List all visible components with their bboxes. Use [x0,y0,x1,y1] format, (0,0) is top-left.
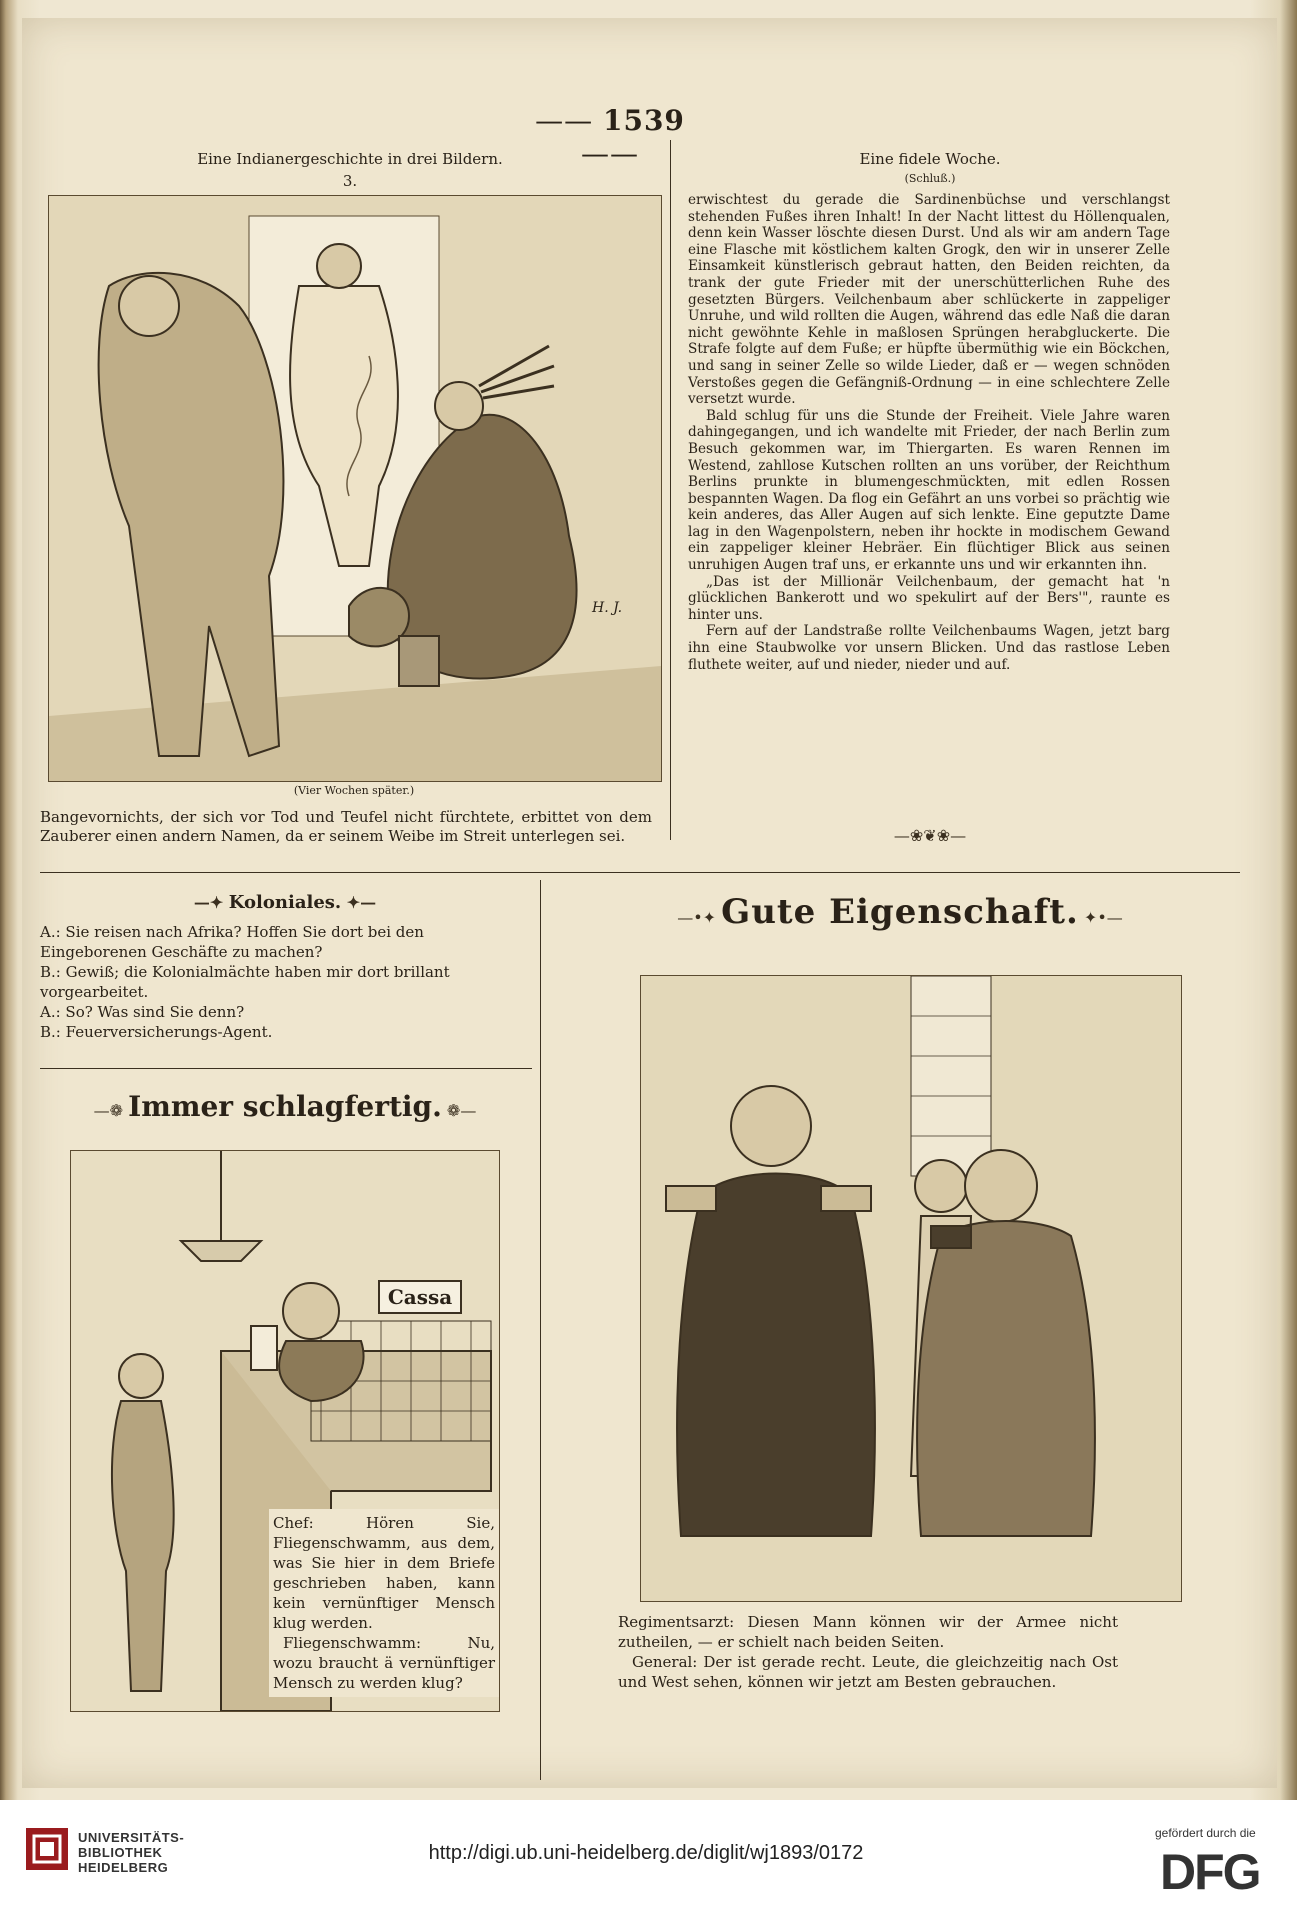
heading-ornament-right: ❁— [441,1101,477,1120]
library-name-line: BIBLIOTHEK [78,1845,163,1860]
immer-dialog [269,1509,499,1697]
dialog-line: Regimentsarzt: Diesen Mann können wir der Armee nicht zutheilen, — er schielt nach beiden Seiten. [618,1613,1118,1651]
library-logo-icon [24,1826,70,1872]
week-paragraph: Fern auf der Landstraße rollte Veilchenbaums Wagen, jetzt barg ihn eine Staubwolke vor unsern Blicken. Und das rastlose Leben fluthete weiter, auf und nieder, nieder und auf. [688,623,1170,673]
gute-title-text: Gute Eigenschaft. [721,892,1079,932]
cassa-sign: Cassa [387,1285,453,1309]
immer-title [40,1090,530,1123]
funded-by-label: gefördert durch die [1155,1826,1256,1840]
indian-story-illustration [48,195,662,782]
koloniales-title [40,892,530,913]
indian-story-title: Eine Indianergeschichte in drei Bildern. [197,150,503,168]
dialog-line: Fliegenschwamm: Nu, wozu braucht ä vernünftiger Mensch zu werden klug? [273,1634,495,1692]
indian-story-text: Bangevornichts, der sich vor Tod und Teufel nicht fürchtete, erbittet von dem Zauberer einen andern Namen, da er seinem Weibe im Streit unterlegen sei. [40,808,652,845]
column-rule [670,140,671,840]
lower-column-rule [540,880,541,1780]
indian-story-part: 3. [342,172,358,190]
section-rule [40,872,1240,873]
week-story-body [688,192,1170,673]
illustrator-signature: H. J. [592,600,623,616]
week-story-title: Eine fidele Woche. [859,150,1001,168]
dialog-line: A.: So? Was sind Sie denn? [40,1003,245,1021]
koloniales-dialog [40,922,530,1042]
dialog-line: General: Der ist gerade recht. Leute, die gleichzeitig nach Ost und West sehen, können wir jetzt am Besten gebrauchen. [618,1653,1118,1691]
dialog-line: A.: Sie reisen nach Afrika? Hoffen Sie dort bei den Eingeborenen Geschäfte zu machen? [40,923,424,961]
gute-dialog [618,1612,1118,1692]
indian-image-caption: (Vier Wochen später.) [293,784,415,797]
heading-ornament-left: —✦ [193,893,229,912]
week-paragraph: „Das ist der Millionär Veilchenbaum, der gemacht hat 'n glücklichen Bankerott und wo spekulirt auf der Bers'", raunte es hinter uns. [688,573,1170,623]
koloniales-title-text: Koloniales. [228,892,342,913]
dfg-logo: DFG [1160,1844,1260,1900]
library-name [78,1830,184,1875]
library-name-line: HEIDELBERG [78,1860,169,1875]
week-paragraph: Bald schlug für uns die Stunde der Freiheit. Viele Jahre waren dahingegangen, und ich wandelte mit Frieder, der nach Berlin zum Besuch gekommen war, im Thiergarten. Es waren Rennen im Westend, zahllose Kutschen rollten an uns vorüber, der Reichthum Berlins prunkte in blumengeschmückten, mit edlen Rossen bespannten Wagen. Da flog ein Gefährt an uns vorbei so prächtig wie kein anderes, das Aller Augen auf sich lenkte. Eine geputzte Dame lag in den Wagenpolstern, neben ihr hockte in modischem Gewand ein zappeliger kleiner Hebräer. Ein flüchtiger Blick aus seinen unruhigen Augen traf uns, er erkannte uns und wir erkannten ihn. [688,407,1170,574]
source-url[interactable]: http://digi.ub.uni-heidelberg.de/diglit/wj1893/0172 [428,1842,864,1864]
koloniales-rule [40,1068,532,1069]
heading-ornament-right: ✦•— [1078,908,1123,927]
heading-ornament-left: —❁ [93,1101,129,1120]
dialog-line: Chef: Hören Sie, Fliegenschwamm, aus dem, was Sie hier in dem Briefe geschrieben haben, kann kein vernünftiger Mensch klug werden. [273,1514,495,1632]
heading-ornament-left: —•✦ [677,908,722,927]
immer-title-text: Immer schlagfertig. [128,1090,442,1123]
gute-illustration [640,975,1182,1602]
gute-title [560,892,1240,932]
military-scene-drawing [641,976,1181,1601]
heading-ornament-right: ✦— [341,893,377,912]
week-paragraph: erwischtest du gerade die Sardinenbüchse und verschlangst stehenden Fußes ihren Inhalt! In der Nacht littest du Höllenqualen, denn kein Wasser löschte diesen Durst. Und als wir am andern Tage eine Flasche mit köstlichem kalten Grogk, den wir in unserer Zelle Einsamkeit künstlerisch gebraut hatten, den Beiden reichten, da trank der gute Frieder mit der unerschütterlichen Ruhe des gesetzten Bürgers. Veilchenbaum aber schlückerte in zappeliger Unruhe, und wild rollten die Augen, während das edle Naß die daran nicht gewöhnte Kehle in maßlosen Sprüngen herabgluckerte. Die Strafe folgte auf dem Fuße; er hüpfte übermüthig wie ein Böckchen, und sang in seiner Zelle so wilde Lieder, daß er — wegen schnöden Verstoßes gegen die Gefängniß-Ordnung — in eine schlechtere Zelle versetzt wurde. [688,192,1170,408]
page-number: —— 1539 —— [520,104,700,170]
dialog-line: B.: Feuerversicherungs-Agent. [40,1023,273,1041]
dialog-line: B.: Gewiß; die Kolonialmächte haben mir dort brillant vorgearbeitet. [40,963,450,1001]
section-ornament: —❀❦❀— [893,826,967,845]
library-name-line: UNIVERSITÄTS- [78,1830,185,1845]
week-story-subtitle: (Schluß.) [904,172,956,185]
indian-scene-drawing [49,196,661,781]
immer-illustration [70,1150,500,1712]
